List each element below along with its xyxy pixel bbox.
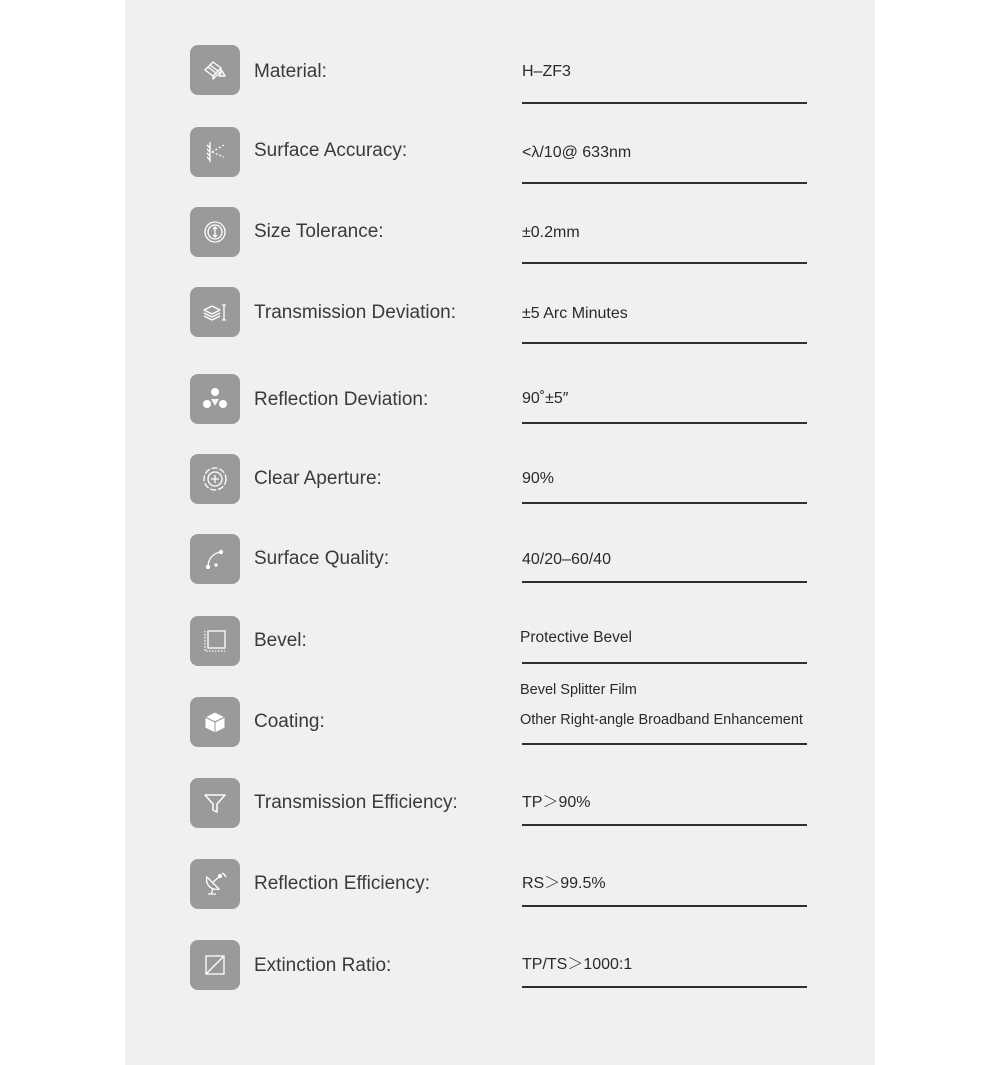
coating-value-line2: Other Right-angle Broadband Enhancement: [520, 712, 803, 728]
spec-label-reflection-efficiency: Reflection Efficiency:: [254, 873, 431, 894]
spec-value-transmission-efficiency: TP＞90%: [522, 794, 591, 811]
divider: [522, 905, 807, 907]
divider: [522, 102, 807, 104]
divider: [522, 342, 807, 344]
divider: [522, 662, 807, 664]
bevel-icon: [190, 616, 240, 666]
spec-value-material: H–ZF3: [522, 63, 571, 80]
material-icon: [190, 45, 240, 95]
surface-quality-icon: [190, 534, 240, 584]
spec-panel: [125, 0, 875, 1065]
spec-value-reflection-efficiency: RS＞99.5%: [522, 875, 606, 892]
size-tolerance-icon: [190, 207, 240, 257]
spec-label-transmission-deviation: Transmission Deviation:: [254, 302, 457, 323]
spec-value-transmission-deviation: ±5 Arc Minutes: [522, 305, 628, 322]
clear-aperture-icon: [190, 454, 240, 504]
coating-cube-icon: [190, 697, 240, 747]
extinction-ratio-icon: [190, 940, 240, 990]
spec-value-extinction-ratio: TP/TS＞1000:1: [522, 956, 633, 973]
spec-label-coating: Coating:: [254, 711, 325, 732]
spec-label-reflection-deviation: Reflection Deviation:: [254, 389, 429, 410]
spec-label-surface-quality: Surface Quality:: [254, 548, 390, 569]
filter-funnel-icon: [190, 778, 240, 828]
divider: [522, 502, 807, 504]
satellite-dish-icon: [190, 859, 240, 909]
divider: [522, 422, 807, 424]
spec-label-bevel: Bevel:: [254, 630, 307, 651]
spec-label-material: Material:: [254, 61, 327, 82]
divider: [522, 986, 807, 988]
divider: [522, 824, 807, 826]
spec-label-size-tolerance: Size Tolerance:: [254, 221, 384, 242]
spec-value-clear-aperture: 90%: [522, 470, 555, 487]
spec-value-bevel: Protective Bevel: [520, 629, 632, 646]
transmission-deviation-icon: [190, 287, 240, 337]
spec-label-extinction-ratio: Extinction Ratio:: [254, 955, 392, 976]
divider: [522, 262, 807, 264]
spec-label-clear-aperture: Clear Aperture:: [254, 468, 382, 489]
surface-accuracy-icon: [190, 127, 240, 177]
divider: [522, 743, 807, 745]
spec-value-coating: [520, 680, 803, 728]
divider: [522, 581, 807, 583]
spec-value-surface-quality: 40/20–60/40: [522, 551, 611, 568]
spec-label-surface-accuracy: Surface Accuracy:: [254, 140, 408, 161]
reflection-deviation-icon: [190, 374, 240, 424]
spec-value-reflection-deviation: 90˚±5″: [522, 390, 569, 407]
divider: [522, 182, 807, 184]
coating-value-line1: Bevel Splitter Film: [520, 682, 637, 698]
spec-value-surface-accuracy: <λ/10@ 633nm: [522, 144, 632, 161]
spec-label-transmission-efficiency: Transmission Efficiency:: [254, 792, 458, 813]
spec-value-size-tolerance: ±0.2mm: [522, 224, 580, 241]
